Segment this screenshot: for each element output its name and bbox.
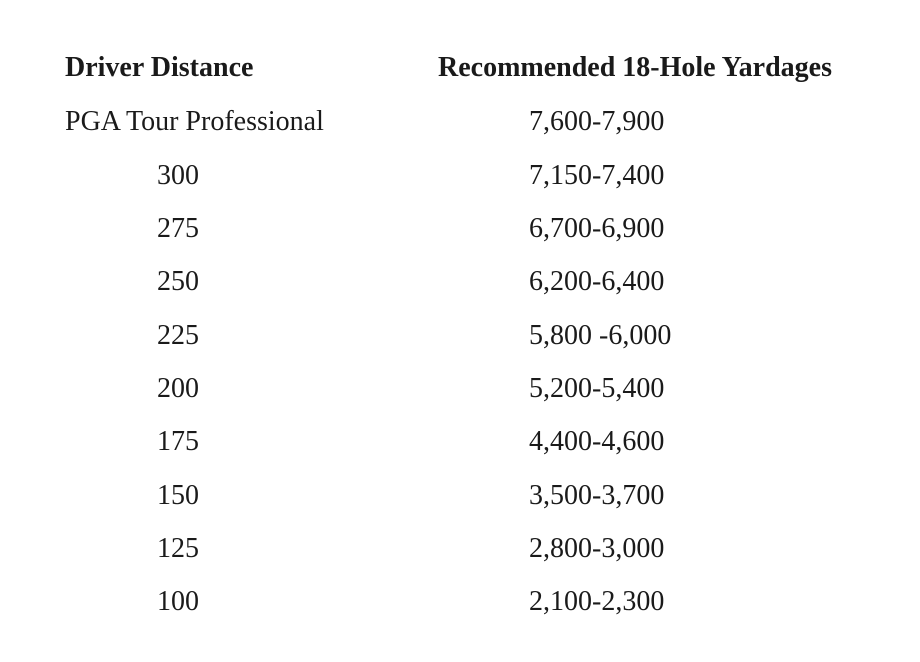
yardage-cell: 5,800 -6,000 [529,320,672,351]
yardage-cell: 3,500-3,700 [529,480,665,511]
table-row [0,476,920,516]
recommended-yardages-header: Recommended 18-Hole Yardages [438,52,833,83]
driver-distance-cell: 100 [157,586,199,617]
table-row [0,156,920,196]
table-row [0,369,920,409]
table-row [0,209,920,249]
driver-distance-cell: 175 [157,426,199,457]
table-row [0,316,920,356]
driver-distance-cell: 150 [157,480,199,511]
driver-distance-header: Driver Distance [65,52,254,83]
table-row [0,102,920,142]
yardage-cell: 7,150-7,400 [529,160,665,191]
yardage-cell: 5,200-5,400 [529,373,665,404]
driver-distance-cell: 200 [157,373,199,404]
yardage-cell: 2,100-2,300 [529,586,665,617]
table-row [0,529,920,569]
table-row [0,582,920,622]
yardage-cell: 6,200-6,400 [529,266,665,297]
table-header-row [0,48,920,88]
driver-distance-cell: 225 [157,320,199,351]
yardage-cell: 6,700-6,900 [529,213,665,244]
driver-distance-cell: 300 [157,160,199,191]
driver-distance-cell: 275 [157,213,199,244]
yardage-cell: 7,600-7,900 [529,106,665,137]
driver-distance-cell: 125 [157,533,199,564]
yardage-cell: 4,400-4,600 [529,426,665,457]
table-row [0,262,920,302]
driver-distance-cell: PGA Tour Professional [65,106,324,137]
driver-distance-cell: 250 [157,266,199,297]
table-row [0,422,920,462]
yardage-cell: 2,800-3,000 [529,533,665,564]
